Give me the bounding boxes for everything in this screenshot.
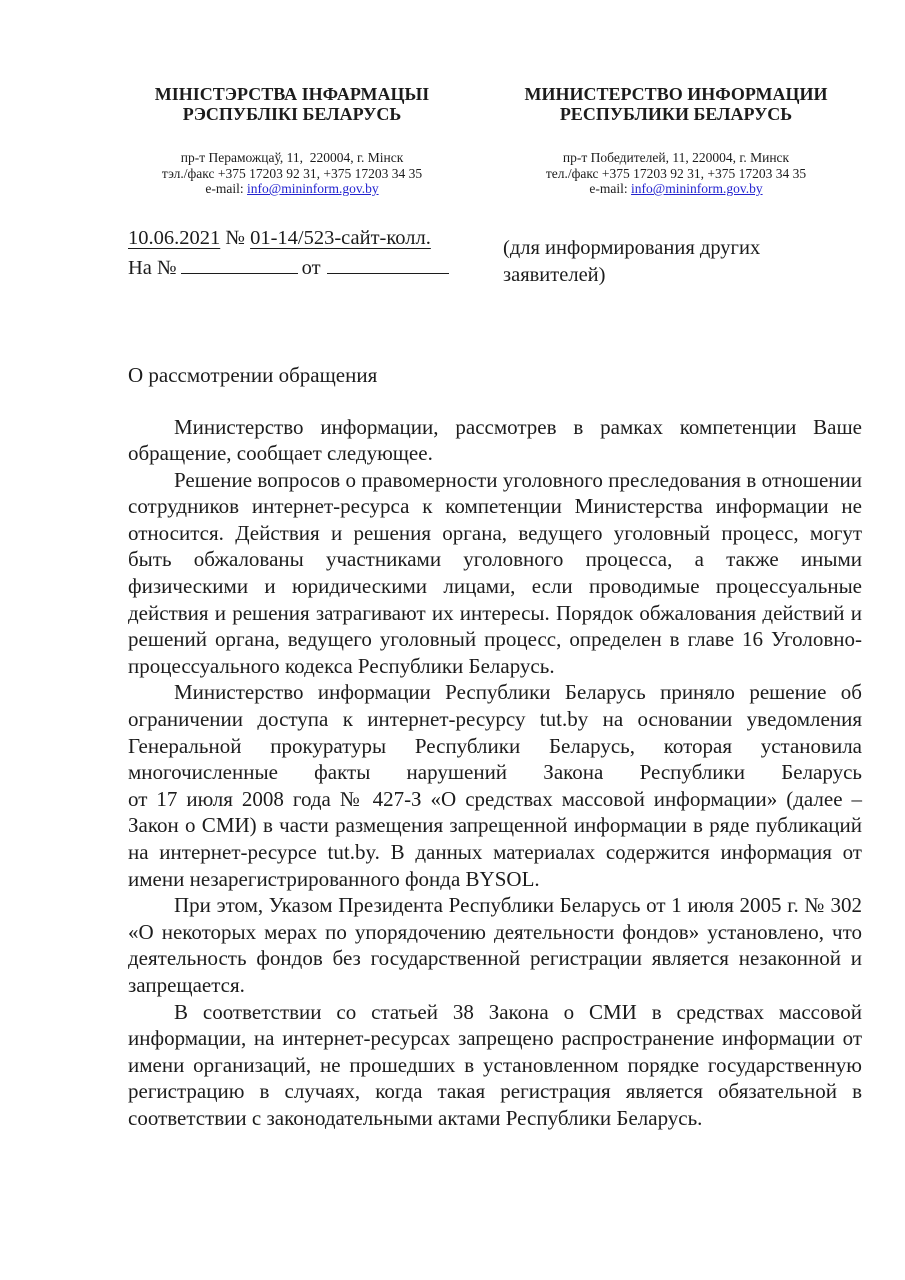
letterhead-belarusian (106, 84, 478, 197)
outgoing-reference (128, 223, 503, 289)
contact-block-ru (490, 150, 862, 197)
paragraph-1: Министерство информации, рассмотрев в рамках компетенции Ваше обращение, сообщает следующее. (128, 414, 862, 466)
paragraph-3: Министерство информации Республики Беларусь приняло решение об ограничении доступа к интернет-ресурсу tut.by на основании уведомления Генеральной прокуратуры Республики Беларусь, которая установила многочисленные факты нарушений Закона Республики Беларусь от 17 июля 2008 года № 427-З «О средствах массовой информации» (далее – Закон о СМИ) в части размещения запрещенной информации в ряде публикаций на интернет-ресурсе tut.by. В данных материалах содержится информация от имени незарегистрированного фонда BYSOL. (128, 680, 862, 891)
email-label-ru: e-mail: (589, 181, 628, 196)
outgoing-date: 10.06.2021 (128, 226, 221, 249)
recipient-annotation: (для информирования других заявителей) (503, 236, 761, 286)
phone-line-ru: тел./факс +375 17203 92 31, +375 17203 34 35 (545, 165, 807, 181)
reply-number-blank (181, 273, 298, 274)
email-link-by[interactable]: info@mininform.gov.by (247, 181, 379, 196)
letterhead (0, 84, 905, 197)
reply-from-label: от (301, 256, 321, 279)
ministry-name-by-line2: РЭСПУБЛІКІ БЕЛАРУСЬ (182, 104, 402, 124)
ministry-name-ru-line1: МИНИСТЕРСТВО ИНФОРМАЦИИ (524, 84, 828, 104)
ministry-name-by (106, 84, 478, 124)
paragraph-5: В соответствии со статьей 38 Закона о СМИ в средствах массовой информации, на интернет-ресурсах запрещено распространение информации от имени организаций, не прошедших в установленном порядке государственную регистрацию в случаях, когда такая регистрация является обязательной в соответствии с законодательными актами Республики Беларусь. (128, 999, 862, 1130)
address-line-by: пр-т Пераможцаў, 11, 220004, г. Мінск (180, 150, 404, 165)
contact-block-by (106, 150, 478, 197)
outgoing-number-line (128, 223, 503, 253)
email-link-ru[interactable]: info@mininform.gov.by (631, 181, 763, 196)
paragraph-2: Решение вопросов о правомерности уголовного преследования в отношении сотрудников интернет-ресурса к компетенции Министерства информации не относится. Действия и решения органа, ведущего уголовный процесс, могут быть обжалованы участниками уголовного процесса, а также иными физическими и юридическими лицами, если проводимые процессуальные действия и решения затрагивают их интересы. Порядок обжалования действий и решений органа, ведущего уголовный процесс, определен в главе 16 Уголовно-процессуального кодекса Республики Беларусь. (128, 467, 862, 678)
phone-line-by: тэл./факс +375 17203 92 31, +375 17203 34 35 (161, 165, 423, 181)
letterhead-russian (490, 84, 862, 197)
reply-date-blank (327, 273, 449, 274)
reference-block (128, 223, 905, 289)
address-line-ru: пр-т Победителей, 11, 220004, г. Минск (562, 150, 790, 165)
reply-prefix: На № (128, 256, 177, 279)
ministry-name-by-line1: МІНІСТЭРСТВА ІНФАРМАЦЫІ (154, 84, 430, 104)
email-line-by (106, 181, 478, 197)
incoming-reference-line (128, 253, 503, 283)
email-label-by: e-mail: (205, 181, 244, 196)
ministry-name-ru (490, 84, 862, 124)
letter-body (128, 414, 862, 1132)
number-sign: № (225, 226, 245, 249)
outgoing-number: 01-14/523-сайт-колл. (250, 226, 431, 249)
email-line-ru (490, 181, 862, 197)
letter-subject: О рассмотрении обращения (128, 362, 378, 387)
paragraph-4: При этом, Указом Президента Республики Беларусь от 1 июля 2005 г. № 302 «О некоторых мерах по упорядочению деятельности фондов» установлено, что деятельность фондов без государственной регистрации является незаконной и запрещается. (128, 893, 862, 997)
ministry-name-ru-line2: РЕСПУБЛИКИ БЕЛАРУСЬ (559, 104, 793, 124)
